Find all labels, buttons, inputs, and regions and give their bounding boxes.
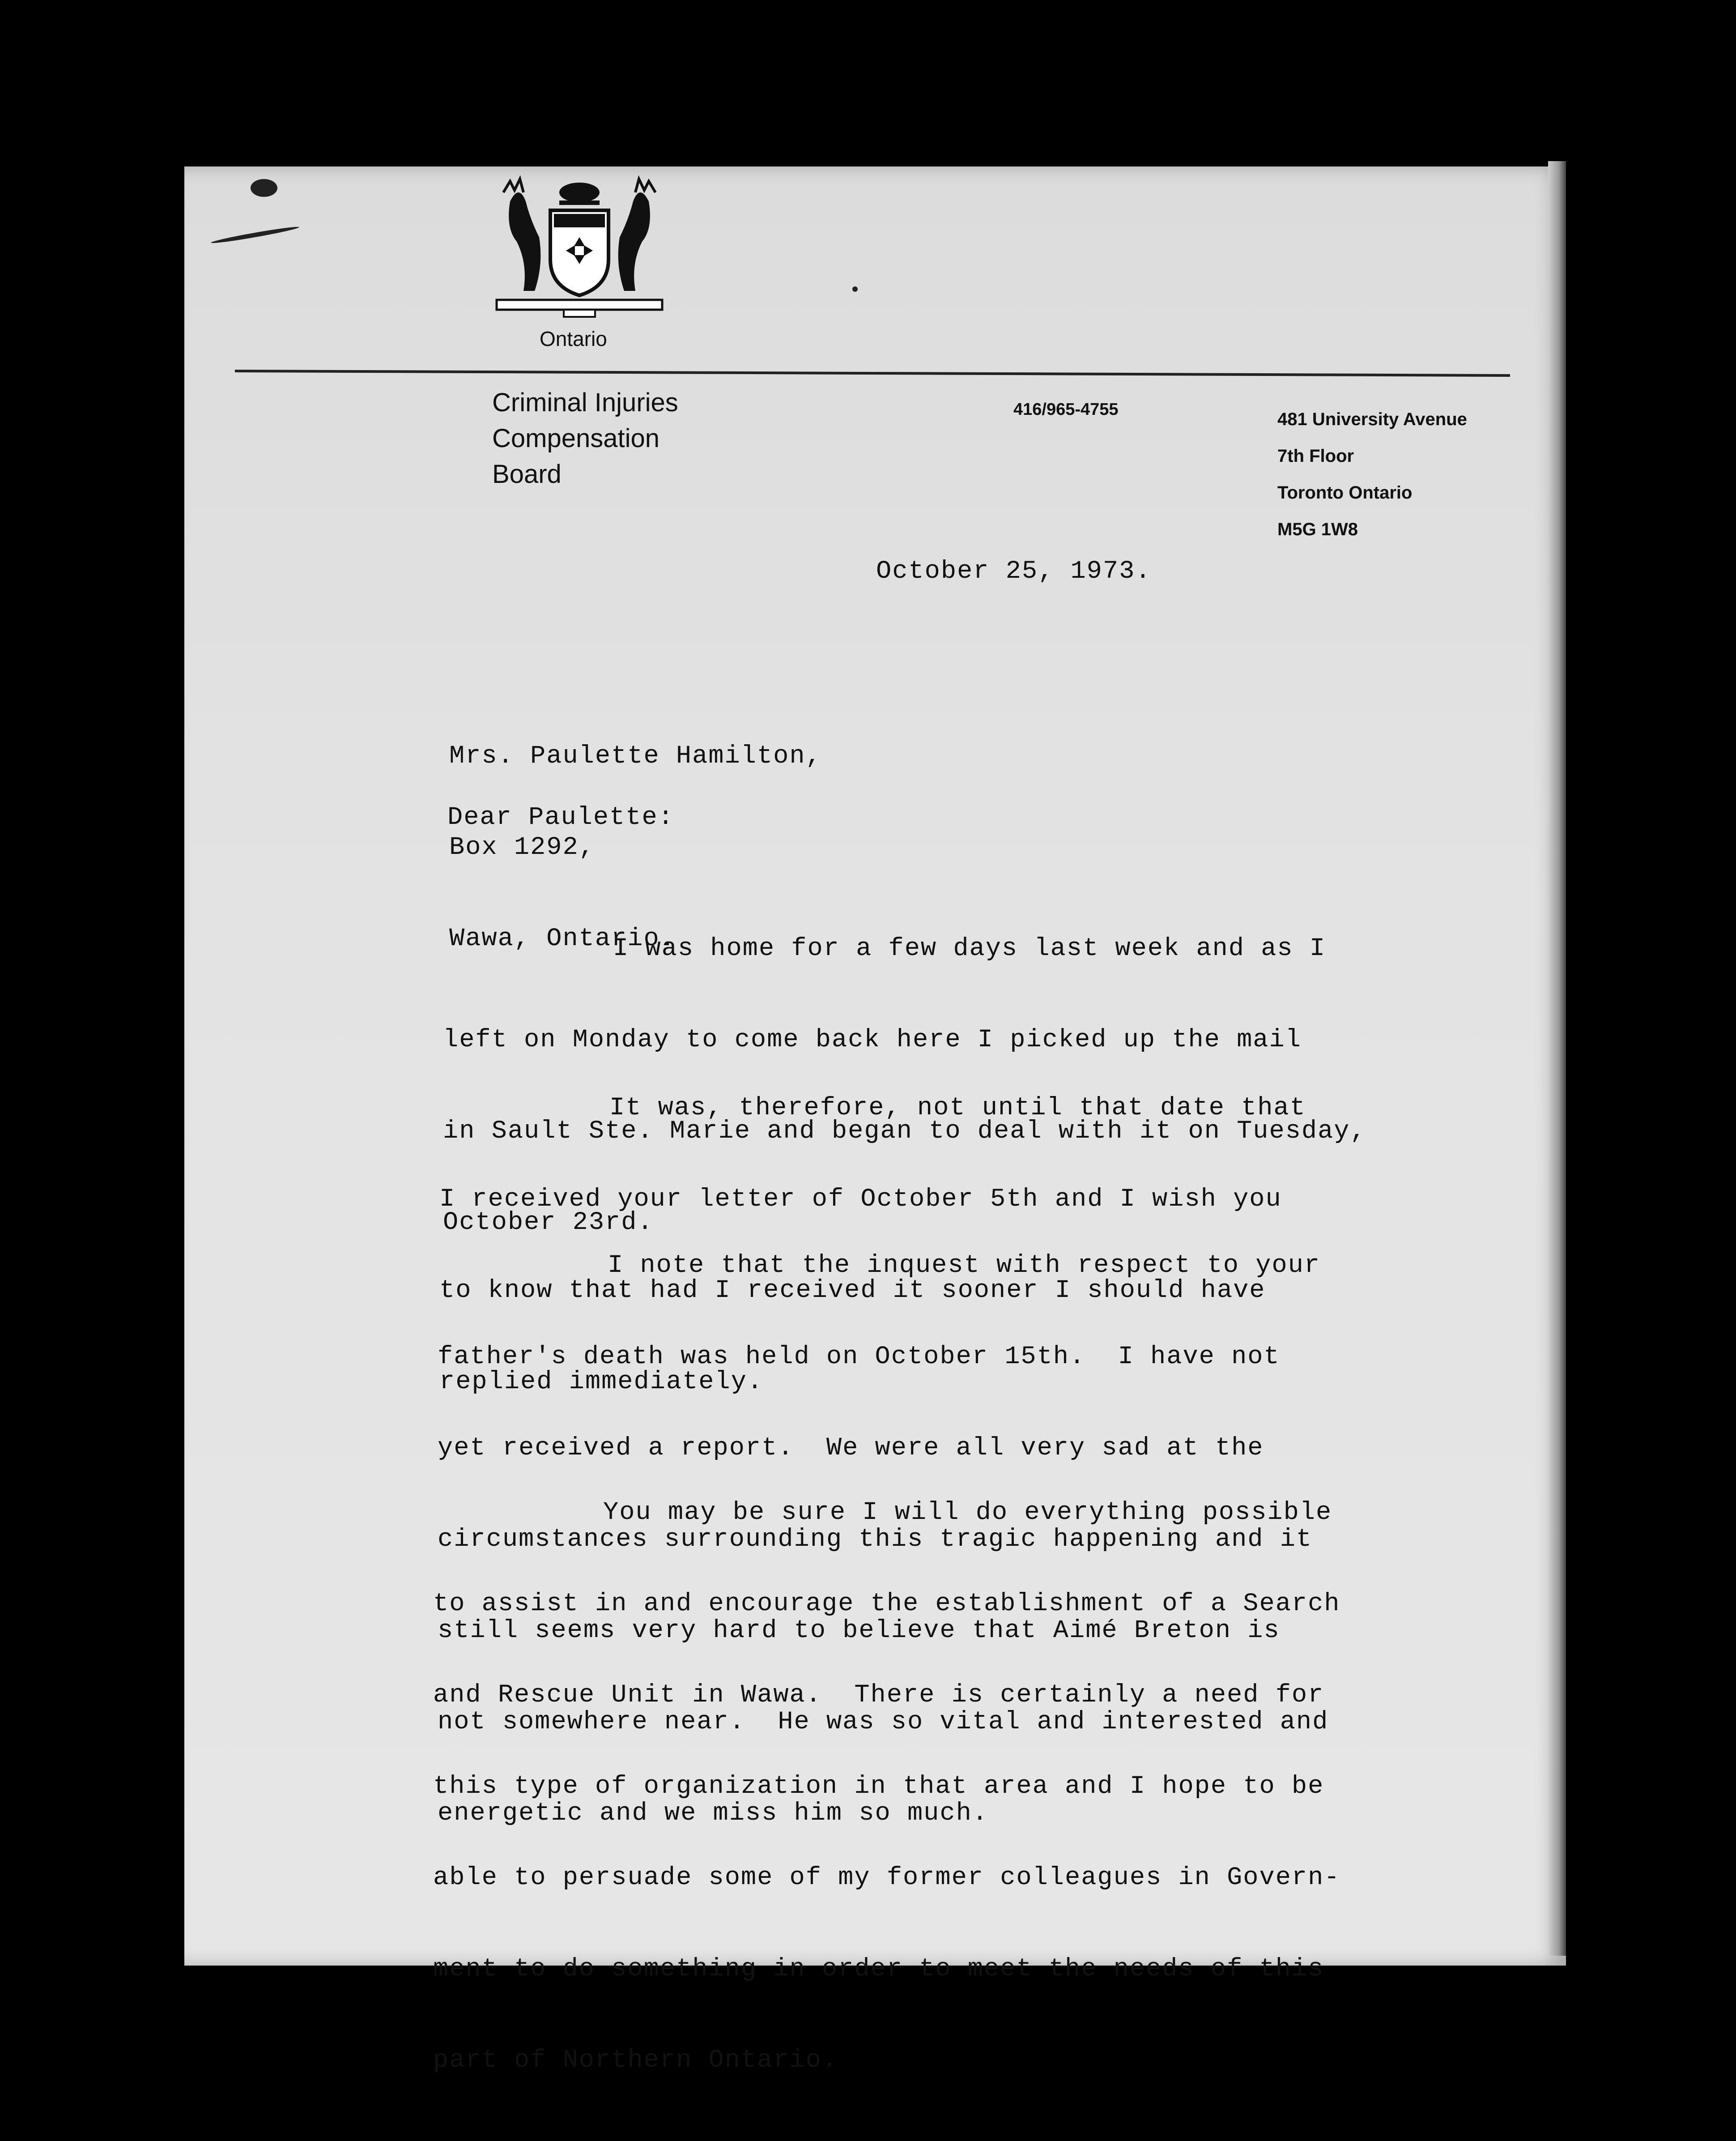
paragraph-line: I received your letter of October 5th and I wish you — [439, 1185, 1282, 1214]
paragraph-line: yet received a report. We were all very sad at the — [438, 1434, 1264, 1463]
organization-line: Criminal Injuries — [492, 388, 678, 417]
paragraph-line: father's death was held on October 15th. I have not — [438, 1343, 1280, 1371]
letter-date: October 25, 1973. — [876, 557, 1152, 586]
body-paragraph — [433, 1437, 1340, 2106]
paragraph-line: I note that the inquest with respect to your — [608, 1251, 1321, 1280]
paragraph-line: to assist in and encourage the establishment of a Search — [433, 1590, 1340, 1618]
paragraph-line: circumstances surrounding this tragic happening and it — [438, 1525, 1313, 1554]
paragraph-line: not somewhere near. He was so vital and interested and — [438, 1708, 1329, 1736]
crest-label: Ontario — [540, 327, 607, 350]
paragraph-line: part of Northern Ontario. — [433, 2046, 838, 2075]
scan-mark — [251, 179, 277, 197]
paragraph-line: ment to do something in order to meet the needs of this — [433, 1955, 1324, 1983]
paragraph-line: in Sault Ste. Marie and began to deal with it on Tuesday, — [443, 1117, 1366, 1146]
paragraph-line: left on Monday to come back here I picked up the mail — [443, 1026, 1302, 1054]
organization-name — [492, 385, 678, 492]
scan-mark — [852, 286, 858, 292]
paragraph-line: You may be sure I will do everything possible — [603, 1498, 1332, 1527]
paragraph-line: October 23rd. — [443, 1208, 654, 1237]
address-line: 7th Floor — [1277, 446, 1354, 466]
paragraph-line: I was home for a few days last week and as I — [613, 934, 1326, 963]
paragraph-line: this type of organization in that area and I hope to be — [433, 1772, 1324, 1801]
paragraph-line: still seems very hard to believe that Aimé Breton is — [438, 1616, 1280, 1645]
ontario-coat-of-arms-icon — [492, 175, 667, 322]
recipient-line: Mrs. Paulette Hamilton, — [449, 742, 822, 771]
paragraph-line: replied immediately. — [439, 1368, 764, 1396]
organization-line: Board — [492, 460, 562, 489]
salutation: Dear Paulette: — [447, 803, 674, 832]
paragraph-line: to know that had I received it sooner I should have — [439, 1276, 1266, 1305]
phone-number: 416/965-4755 — [1013, 400, 1119, 419]
address-line: M5G 1W8 — [1277, 520, 1358, 539]
paragraph-line: and Rescue Unit in Wawa. There is certainly a need for — [433, 1681, 1324, 1710]
paragraph-line: It was, therefore, not until that date that — [609, 1094, 1306, 1122]
paragraph-line: able to persuade some of my former colleagues in Govern- — [433, 1864, 1340, 1892]
page-edge-shadow — [1548, 161, 1566, 1956]
recipient-line: Wawa, Ontario. — [449, 925, 676, 953]
address-line: 481 University Avenue — [1277, 409, 1467, 429]
paragraph-line: energetic and we miss him so much. — [438, 1799, 988, 1828]
organization-line: Compensation — [492, 424, 660, 453]
recipient-line: Box 1292, — [449, 833, 595, 862]
address-line: Toronto Ontario — [1277, 483, 1413, 503]
office-address — [1277, 401, 1467, 548]
